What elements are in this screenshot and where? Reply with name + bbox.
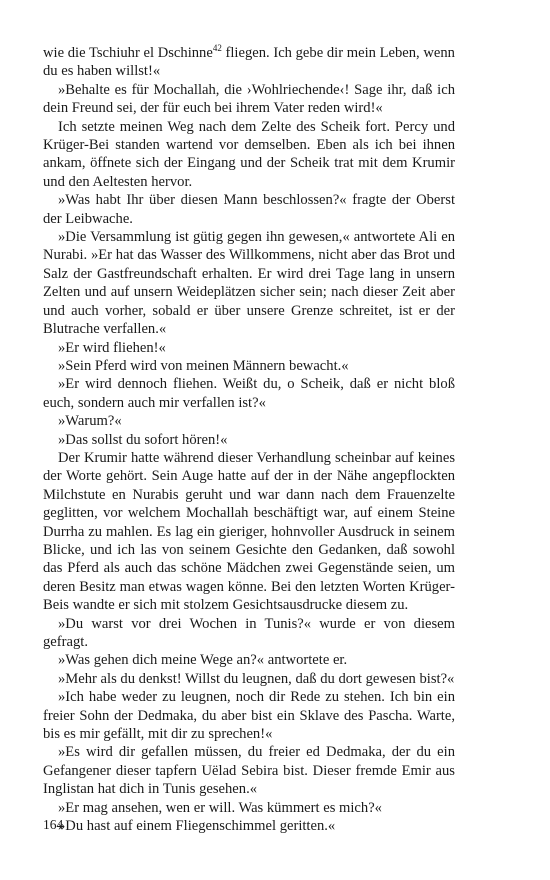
paragraph: »Was gehen dich meine Wege an?« antwortete er. bbox=[58, 652, 348, 669]
paragraph: »Er wird dennoch fliehen. Weißt du, o Scheik, daß er nicht bloß euch, sondern auch mir verfallen ist?« bbox=[43, 376, 455, 411]
paragraph: »Er mag ansehen, wen er will. Was kümmert es mich?« bbox=[58, 799, 382, 816]
paragraph: »Es wird dir gefallen müssen, du freier ed Dedmaka, der du ein Gefangener dieser tapfern Uëlad Sebira bist. Dieser fremde Emir aus Inglistan hat dich in Tunis gesehen.« bbox=[43, 744, 455, 798]
paragraph: »Du warst vor drei Wochen in Tunis?« wurde er von diesem gefragt. bbox=[43, 615, 455, 650]
paragraph: »Warum?« bbox=[58, 413, 122, 430]
opening-text: wie die Tschiuhr el Dschinne bbox=[43, 45, 213, 61]
paragraph: »Du hast auf einem Fliegenschimmel geritten.« bbox=[58, 818, 336, 835]
paragraph: »Sein Pferd wird von meinen Männern bewacht.« bbox=[58, 357, 349, 374]
page-text bbox=[43, 44, 455, 835]
opening-text-rest: fliegen. Ich gebe dir mein Leben, wenn du es haben willst!« bbox=[43, 45, 455, 80]
paragraph: »Was habt Ihr über diesen Mann beschlossen?« fragte der Oberst der Leibwache. bbox=[43, 192, 455, 227]
paragraph: »Die Versammlung ist gütig gegen ihn gewesen,« antwortete Ali en Nurabi. »Er hat das Wasser des Willkommens, nicht aber das Brot und Salz der Gastfreundschaft erhalten. Er wird drei Tage lang in unsern Zelten und auf unsern Weideplätzen sicher sein; nach dieser Zeit aber und auch vorher, sobald er über unsere Grenze schreitet, ist er der Blutrache verfallen.« bbox=[43, 229, 455, 338]
paragraph: »Ich habe weder zu leugnen, noch dir Rede zu stehen. Ich bin ein freier Sohn der Dedmaka, du aber bist ein Sklave des Pascha. Warte, bis es mir gefällt, mit dir zu sprechen!« bbox=[43, 689, 455, 743]
footnote-ref: 42 bbox=[212, 43, 222, 54]
opening-paragraph bbox=[43, 44, 455, 81]
page-number: 164 bbox=[43, 817, 64, 832]
paragraph: »Er wird fliehen!« bbox=[58, 339, 166, 356]
paragraph: »Mehr als du denkst! Willst du leugnen, daß du dort gewesen bist?« bbox=[58, 670, 455, 687]
paragraph: Der Krumir hatte während dieser Verhandlung scheinbar auf keines der Worte gehört. Sein Auge hatte auf der in der Nähe angepflockten Milchstute en Nurabis geruht und war dann nach dem Frauenzelte geglitten, vor welchem Mochallah beschäftigt war, auf einem Steine Durrha zu mahlen. Es lag ein gieriger, hohnvoller Ausdruck in seinem Blicke, und ich las von seinem Gesichte den Gedanken, daß sowohl das Pferd als auch das schöne Mädchen zwei Gegenstände seien, um deren Besitz man etwas wagen könne. Bei den letzten Worten Krüger-Beis wandte er sich mit stolzem Gesichtsausdrucke diesem zu. bbox=[43, 449, 455, 614]
paragraph: »Das sollst du sofort hören!« bbox=[58, 431, 228, 448]
paragraph: »Behalte es für Mochallah, die ›Wohlriechende‹! Sage ihr, daß ich dein Freund sei, der für euch bei ihrem Vater reden wird!« bbox=[43, 81, 455, 117]
paragraph: Ich setzte meinen Weg nach dem Zelte des Scheik fort. Percy und Krüger-Bei standen wartend vor demselben. Eben als ich bei ihnen ankam, öffnete sich der Eingang und der Scheik trat mit dem Krumir und den Aeltesten hervor. bbox=[43, 118, 455, 190]
